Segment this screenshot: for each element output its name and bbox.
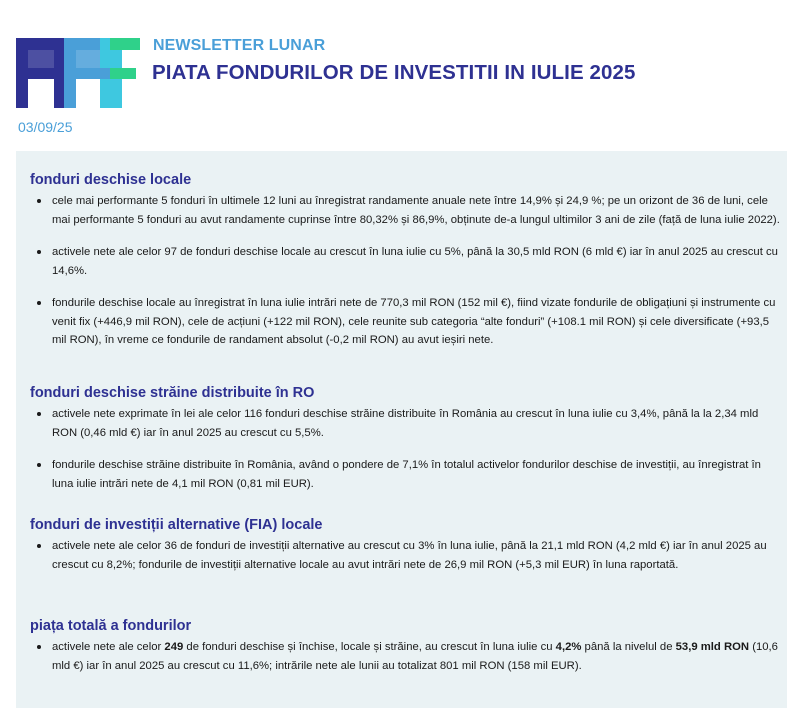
- publish-date: 03/09/25: [18, 119, 73, 135]
- list-item: cele mai performante 5 fonduri în ultimele 12 luni au înregistrat randamente anuale nete între 14,9% și 24,9 %; pe un orizont de 36 de luni, cele mai performante 5 fonduri au avut randamente cuprinse între 80,32% și 86,9%, obținute de-a lungul ultimilor 3 ani de zile (față de luna iulie 2022).: [30, 192, 782, 229]
- fund-count: 249: [164, 641, 184, 653]
- list-item: activele nete ale celor 36 de fonduri de investiții alternative au crescut cu 3% în luna iulie, până la 21,1 mld RON (4,2 mld €) iar în anul 2025 au crescut cu 8,2%; fondurile de investiții alternative locale au avut intrări nete de 26,9 mil RON (+5,3 mil EUR) în luna raportată.: [30, 537, 782, 574]
- section-local-open-funds: [30, 172, 782, 350]
- bullet-list: [30, 405, 782, 493]
- list-item: activele nete exprimate în lei ale celor 116 fonduri deschise străine distribuite în România au crescut în luna iulie cu 3,4%, până la la 2,34 mld RON (0,46 mld €) iar în anul 2025 au crescut cu 5,5%.: [30, 405, 782, 442]
- section-title: fonduri de investiții alternative (FIA) locale: [30, 517, 323, 533]
- list-item: fondurile deschise locale au înregistrat în luna iulie intrări nete de 770,3 mil RON (152 mil €), fiind vizate fondurile de obligațiuni și instrumente cu venit fix (+446,9 mil RON), cele de acțiuni (+122 mil RON), cele reunite sub categoria “alte fonduri” (+108.1 mil RON) și cele diversificate (+93,5 mil RON), în vreme ce fondurile de randament absolut (-0,2 mil RON) au avut ieșiri nete.: [30, 294, 782, 350]
- bullet-list: [30, 638, 782, 675]
- list-item: activele nete ale celor 249 de fonduri deschise și închise, locale și străine, au crescut în luna iulie cu 4,2% până la nivelul de 53,9 mld RON (10,6 mld €) iar în anul 2025 au crescut cu 11,6%; intrările nete ale lunii au totalizat 801 mil RON (158 mil EUR).: [30, 638, 782, 675]
- section-foreign-open-funds: [30, 385, 782, 493]
- bullet-list: [30, 192, 782, 350]
- section-title: fonduri deschise străine distribuite în RO: [30, 385, 315, 401]
- content-panel: [16, 151, 787, 708]
- newsletter-kicker: NEWSLETTER LUNAR: [153, 37, 326, 54]
- growth-rate: 4,2%: [555, 641, 582, 653]
- total-assets: 53,9 mld RON: [675, 641, 750, 653]
- page-title: PIATA FONDURILOR DE INVESTITII IN IULIE 2025: [152, 61, 636, 84]
- section-total-market: [30, 618, 782, 675]
- list-item: fondurile deschise străine distribuite în România, având o pondere de 7,1% în totalul activelor fondurilor deschise de investiții, au înregistrat în luna iulie intrări nete de 4,1 mil RON (0,81 mil EUR).: [30, 456, 782, 493]
- newsletter-header: [0, 0, 808, 150]
- section-title: piața totală a fondurilor: [30, 618, 192, 634]
- bullet-list: [30, 537, 782, 574]
- section-alternative-funds: [30, 517, 782, 574]
- aaf-logo-icon: [16, 38, 140, 108]
- list-item: activele nete ale celor 97 de fonduri deschise locale au crescut în luna iulie cu 5%, până la 30,5 mld RON (6 mld €) iar în anul 2025 au crescut cu 14,6%.: [30, 243, 782, 280]
- section-title: fonduri deschise locale: [30, 172, 192, 188]
